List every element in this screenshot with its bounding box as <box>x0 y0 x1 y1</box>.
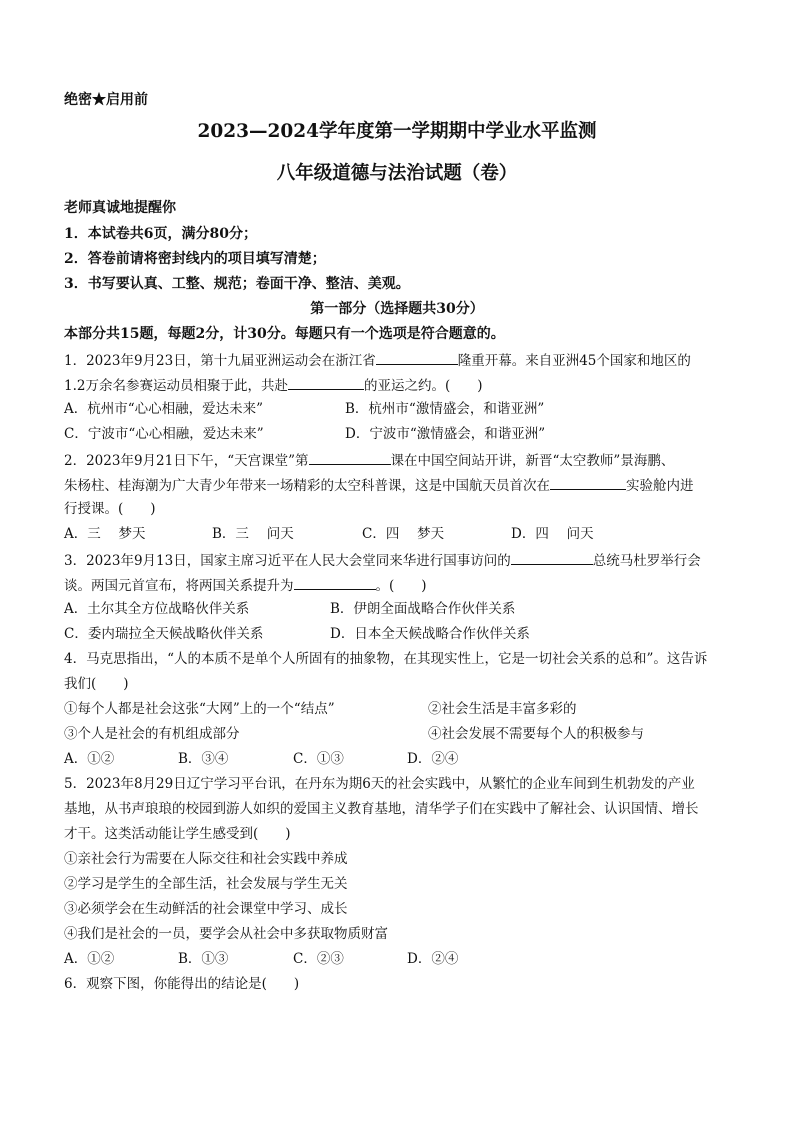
q5-option-a: A．①② <box>64 951 115 967</box>
q4-statement-2: ②社会生活是丰富多彩的 <box>428 701 577 717</box>
q3-text-d: 。( ) <box>375 578 427 594</box>
question-1-line-2 <box>64 375 483 395</box>
q2-option-d: D．四 问天 <box>511 526 594 542</box>
tips-heading: 老师真诚地提醒你 <box>64 200 176 216</box>
question-5-line-3: 才干。这类活动能让学生感受到( ) <box>64 826 291 842</box>
question-3-line-2 <box>64 575 427 595</box>
q4-statement-1: ①每个人都是社会这张“大网”上的一个“结点” <box>64 701 335 717</box>
q2-option-b: B．三 问天 <box>212 526 294 542</box>
answer-blank <box>550 475 626 490</box>
q2-text-e: 行授课。( ) <box>64 501 156 517</box>
answer-blank <box>294 575 376 590</box>
q2-option-c: C．四 梦天 <box>362 526 445 542</box>
q1-option-c: C．宁波市“心心相融，爱达未来” <box>64 426 264 442</box>
q5-option-b: B．①③ <box>178 951 229 967</box>
question-5: 5．2023年8月29日辽宁学习平台讯，在丹东为期6天的社会实践中，从繁忙的企业车间到生机勃发的产业 <box>64 776 695 792</box>
q5-option-c: C．②③ <box>293 951 344 967</box>
q1-option-a: A．杭州市“心心相融，爱达未来” <box>64 401 264 417</box>
q5-statement-4: ④我们是社会的一员，要学会从社会中多获取物质财富 <box>64 926 388 942</box>
answer-blank <box>376 350 458 365</box>
q2-text-d: 实验舱内进 <box>626 478 694 494</box>
q2-text-a: 2．2023年9月21日下午，“天宫课堂”第 <box>64 453 309 469</box>
question-2-line-2 <box>64 475 694 495</box>
question-6: 6．观察下图，你能得出的结论是( ) <box>64 976 300 992</box>
q3-option-c: C．委内瑞拉全天候战略伙伴关系 <box>64 626 264 642</box>
confidential-label: 绝密★启用前 <box>64 92 148 108</box>
q3-option-a: A．土尔其全方位战略伙伴关系 <box>64 601 250 617</box>
answer-blank <box>511 550 593 565</box>
q5-statement-3: ③必须学会在生动鲜活的社会课堂中学习、成长 <box>64 901 348 917</box>
tip-item: 1．本试卷共6页，满分80分； <box>64 226 257 242</box>
q1-text-d: 的亚运之约。( ) <box>363 378 483 394</box>
q4-option-b: B．③④ <box>178 751 229 767</box>
question-1 <box>64 350 691 370</box>
q2-option-a: A．三 梦天 <box>64 526 146 542</box>
q3-text-c: 谈。两国元首宣布，将两国关系提升为 <box>64 578 294 594</box>
q1-text-b: 隆重开幕。来自亚洲45个国家和地区的 <box>457 353 691 369</box>
question-3 <box>64 550 701 570</box>
question-4-line-2: 我们( ) <box>64 676 129 692</box>
question-5-line-2: 基地，从书声琅琅的校园到游人如织的爱国主义教育基地，清华学子们在实践中了解社会、认识国情、增长 <box>64 801 699 817</box>
exam-title: 2023—2024学年度第一学期期中学业水平监测 <box>197 121 597 142</box>
q1-option-d: D．宁波市“激情盛会，和谐亚洲” <box>345 426 546 442</box>
q1-text-c: 1.2万余名参赛运动员相聚于此，共赴 <box>64 378 288 394</box>
q3-option-d: D．日本全天候战略合作伙伴关系 <box>330 626 530 642</box>
answer-blank <box>288 375 364 390</box>
q2-text-c: 朱杨柱、桂海潮为广大青少年带来一场精彩的太空科普课，这是中国航天员首次在 <box>64 478 550 494</box>
q2-text-b: 课在中国空间站开讲，新晋“太空教师”景海鹏、 <box>390 453 675 469</box>
q3-text-a: 3．2023年9月13日，国家主席习近平在人民大会堂同来华进行国事访问的 <box>64 553 511 569</box>
q5-option-d: D．②④ <box>407 951 459 967</box>
tip-item: 3．书写要认真、工整、规范；卷面干净、整洁、美观。 <box>64 276 410 292</box>
answer-blank <box>309 450 391 465</box>
q4-option-c: C．①③ <box>293 751 344 767</box>
section-instruction: 本部分共15题，每题2分，计30分。每题只有一个选项是符合题意的。 <box>64 326 505 342</box>
q3-text-b: 总统马杜罗举行会 <box>592 553 701 569</box>
question-4: 4．马克思指出，“人的本质不是单个人所固有的抽象物，在其现实性上，它是一切社会关系的总和”。这告诉 <box>64 651 708 667</box>
section-title: 第一部分（选择题共30分） <box>310 301 484 317</box>
q1-text-a: 1．2023年9月23日，第十九届亚洲运动会在浙江省 <box>64 353 376 369</box>
q4-option-d: D．②④ <box>407 751 459 767</box>
q4-option-a: A．①② <box>64 751 115 767</box>
q5-statement-2: ②学习是学生的全部生活，社会发展与学生无关 <box>64 876 348 892</box>
question-2 <box>64 450 674 470</box>
q1-option-b: B．杭州市“激情盛会，和谐亚洲” <box>345 401 545 417</box>
q4-statement-4: ④社会发展不需要每个人的积极参与 <box>428 726 644 742</box>
exam-subtitle: 八年级道德与法治试题（卷） <box>276 163 518 184</box>
q5-statement-1: ①亲社会行为需要在人际交往和社会实践中养成 <box>64 851 348 867</box>
q4-statement-3: ③个人是社会的有机组成部分 <box>64 726 240 742</box>
q3-option-b: B．伊朗全面战略合作伙伴关系 <box>330 601 516 617</box>
tip-item: 2．答卷前请将密封线内的项目填写清楚； <box>64 251 326 267</box>
